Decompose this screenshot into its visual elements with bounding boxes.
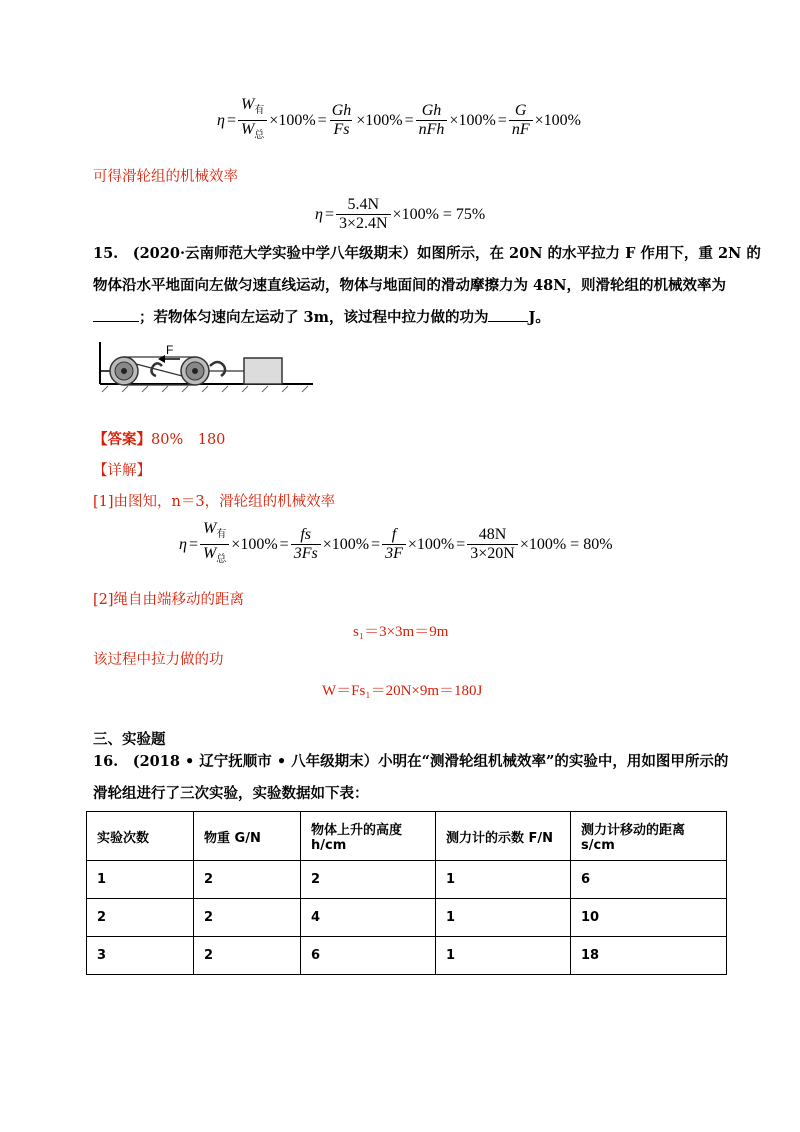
- answer-blank-2[interactable]: [488, 307, 528, 322]
- nfh: nFh: [416, 120, 448, 139]
- answer-values: 80% 180: [151, 432, 226, 448]
- w-zong: W: [240, 121, 255, 138]
- table-row: [87, 861, 727, 899]
- times-100: ×100%: [449, 111, 496, 129]
- table-cell: 1: [436, 861, 571, 899]
- work-equation: W＝Fs₁＝20N×9m＝180J: [322, 683, 483, 699]
- detail-tag: 【详解】: [93, 463, 151, 479]
- eta-symbol: η: [179, 535, 187, 553]
- section-title: 三、实验题: [93, 731, 166, 748]
- q15-line1: 15. (2020·云南师范大学实验中学八年级期末）如图所示，在 20N 的水平拉力 F 作用下，重 2N 的: [93, 245, 761, 262]
- efficiency-calculation: [314, 196, 486, 233]
- equals: =: [279, 535, 289, 553]
- equals: =: [497, 111, 507, 129]
- n-num: 48N: [478, 526, 507, 543]
- q15-line2: 物体沿水平地面向左做匀速直线运动，物体与地面间的滑动摩擦力为 48N，则滑轮组的机械效率为: [93, 277, 726, 294]
- fraction-n: [467, 526, 518, 563]
- times-100: ×100%: [322, 535, 370, 553]
- table-header-row: [87, 812, 727, 861]
- header-cell: 物体上升的高度 h/cm: [301, 812, 436, 861]
- table-cell: 1: [436, 937, 571, 975]
- calc-result: ×100% = 75%: [392, 205, 486, 223]
- equals: =: [404, 111, 414, 129]
- gh: Gh: [331, 102, 352, 119]
- fraction-calc: [336, 196, 391, 233]
- w-you-sub: 有: [254, 105, 265, 116]
- eta-symbol: η: [217, 111, 225, 129]
- f-num: f: [391, 526, 397, 543]
- moving-pulley: [181, 357, 209, 385]
- table-cell: 2: [87, 899, 194, 937]
- times-100: ×100%: [356, 111, 403, 129]
- experiment-table: [86, 811, 727, 975]
- distance-equation: s₁＝3×3m＝9m: [353, 624, 449, 640]
- efficiency-formula-2: [178, 520, 614, 569]
- fs-den: 3Fs: [291, 544, 321, 563]
- fs: Fs: [330, 120, 352, 139]
- w-zong-sub: 总: [216, 554, 227, 565]
- table-cell: 18: [571, 937, 727, 975]
- force-label: F: [166, 343, 174, 357]
- q15-line3a: ；若物体匀速向左运动了 3m，该过程中拉力做的功为: [139, 309, 489, 326]
- times-100: ×100%: [407, 535, 455, 553]
- detail3: 该过程中拉力做的功: [93, 652, 224, 668]
- fraction-w: [238, 96, 267, 145]
- fs-num: fs: [300, 526, 312, 543]
- table-cell: 1: [436, 899, 571, 937]
- table-cell: 4: [301, 899, 436, 937]
- equals: =: [317, 111, 327, 129]
- header-cell: 实验次数: [87, 812, 194, 861]
- answer-line: [93, 429, 225, 451]
- text-efficiency: 可得滑轮组的机械效率: [93, 169, 238, 185]
- pulley-figure: [98, 340, 318, 410]
- table-row: [87, 937, 727, 975]
- fraction-g-nf: [509, 102, 533, 139]
- eta-symbol: η: [315, 205, 323, 223]
- detail2: [2]绳自由端移动的距离: [93, 592, 245, 608]
- fraction-gh-nfh: [416, 102, 448, 139]
- table-cell: 10: [571, 899, 727, 937]
- calc-num: 5.4N: [347, 196, 380, 213]
- f-den: 3F: [382, 544, 406, 563]
- table-cell: 2: [194, 937, 301, 975]
- nf: nF: [509, 120, 533, 139]
- q15-line3: [93, 307, 550, 329]
- table-cell: 2: [301, 861, 436, 899]
- q16-line2: 滑轮组进行了三次实验，实验数据如下表：: [93, 785, 369, 802]
- efficiency-formula: [216, 96, 582, 145]
- fraction-w2: [200, 520, 229, 569]
- g: G: [514, 102, 527, 119]
- equals: =: [188, 535, 198, 553]
- w-you: W: [240, 96, 255, 113]
- table-row: [87, 899, 727, 937]
- times-100: ×100%: [534, 111, 581, 129]
- w-you-sub: 有: [216, 529, 227, 540]
- table-cell: 2: [194, 861, 301, 899]
- header-cell: 测力计移动的距离 s/cm: [571, 812, 727, 861]
- times-100: ×100%: [269, 111, 316, 129]
- fraction-f: [382, 526, 406, 563]
- header-cell: 物重 G/N: [194, 812, 301, 861]
- header-cell: 测力计的示数 F/N: [436, 812, 571, 861]
- w-zong-sub: 总: [254, 130, 265, 141]
- fraction-fs: [291, 526, 321, 563]
- table-cell: 1: [87, 861, 194, 899]
- fraction-gh: [329, 102, 355, 139]
- w-zong: W: [202, 545, 217, 562]
- calc-den: 3×2.4N: [336, 214, 391, 233]
- equals: =: [226, 111, 236, 129]
- detail1: [1]由图知，n＝3，滑轮组的机械效率: [93, 494, 336, 510]
- answer-blank-1[interactable]: [93, 307, 139, 322]
- gh: Gh: [421, 102, 442, 119]
- fixed-pulley: [100, 357, 138, 385]
- q16-line1: 16. (2018 • 辽宁抚顺市 • 八年级期末）小明在“测滑轮组机械效率”的实验中，用如图甲所示的: [93, 753, 729, 770]
- eq3-result: ×100% = 80%: [519, 535, 613, 553]
- answer-tag: 【答案】: [93, 431, 151, 448]
- table-cell: 6: [571, 861, 727, 899]
- w-you: W: [202, 520, 217, 537]
- block: [244, 358, 282, 384]
- q15-line3b: J。: [528, 309, 550, 326]
- n-den: 3×20N: [467, 544, 518, 563]
- equals: =: [456, 535, 466, 553]
- table-cell: 3: [87, 937, 194, 975]
- table-cell: 6: [301, 937, 436, 975]
- equals: =: [324, 205, 334, 223]
- times-100: ×100%: [231, 535, 278, 553]
- equals: =: [371, 535, 381, 553]
- table-cell: 2: [194, 899, 301, 937]
